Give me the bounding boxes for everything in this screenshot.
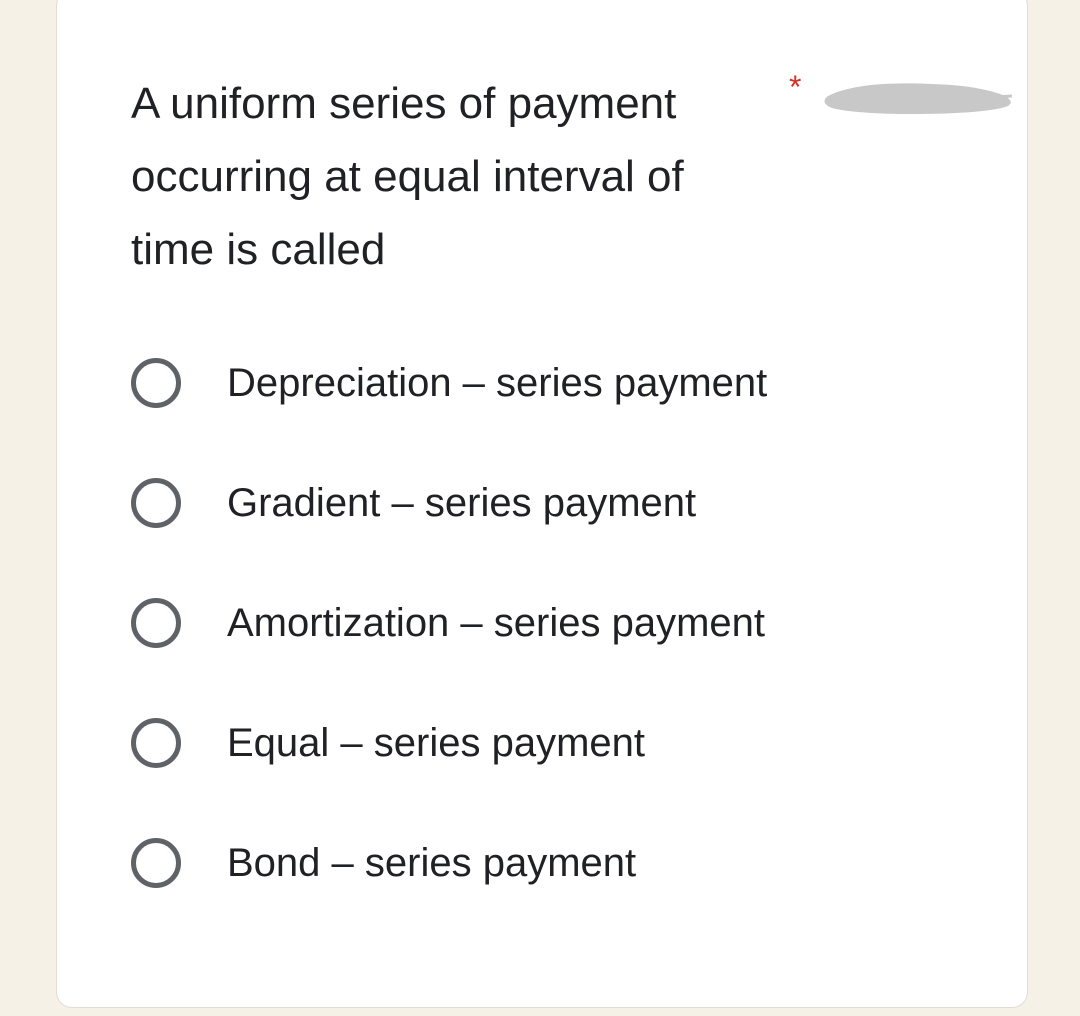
radio-button[interactable] <box>131 718 181 768</box>
option-equal[interactable] <box>131 713 951 773</box>
option-label: Bond – series payment <box>227 840 637 885</box>
option-gradient[interactable] <box>131 473 951 533</box>
option-bond[interactable] <box>131 833 951 893</box>
option-label: Equal – series payment <box>227 720 646 765</box>
redaction-mark <box>822 74 1018 124</box>
radio-button[interactable] <box>131 838 181 888</box>
option-label: Gradient – series payment <box>227 480 697 525</box>
radio-button[interactable] <box>131 358 181 408</box>
question-line-3: time is called <box>131 225 386 274</box>
option-label: Amortization – series payment <box>227 600 766 645</box>
required-asterisk: * <box>789 69 802 105</box>
radio-button[interactable] <box>131 478 181 528</box>
option-amortization[interactable] <box>131 593 951 653</box>
option-label: Depreciation – series payment <box>227 360 768 405</box>
question-line-2: occurring at equal interval of <box>131 152 684 201</box>
question-title <box>131 67 811 286</box>
option-depreciation[interactable] <box>131 353 951 413</box>
radio-button[interactable] <box>131 598 181 648</box>
question-line-1: A uniform series of payment <box>131 79 677 128</box>
options-list <box>131 353 951 953</box>
question-card <box>56 0 1028 1008</box>
